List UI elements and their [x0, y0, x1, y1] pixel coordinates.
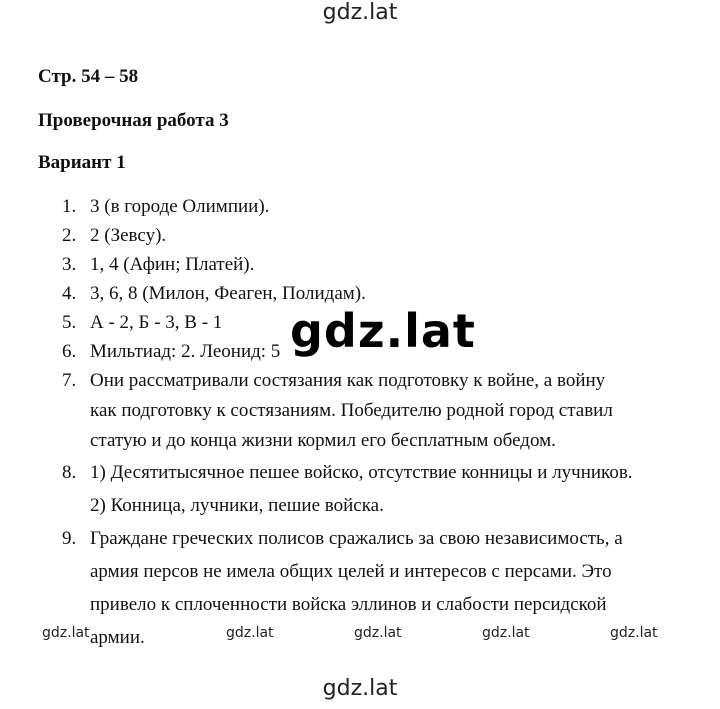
answer-text: 3 (в городе Олимпии).	[90, 196, 270, 217]
answer-text-line: Граждане греческих полисов сражались за свою независимость, а	[90, 528, 623, 549]
answer-text-line: Они рассматривали состязания как подготовку к войне, а войну	[90, 370, 606, 391]
answer-text: 3, 6, 8 (Милон, Феаген, Полидам).	[90, 283, 366, 304]
answer-number: 3.	[62, 254, 77, 275]
answer-number: 2.	[62, 225, 77, 246]
answer-item-8	[62, 456, 702, 522]
answer-item-3	[62, 250, 702, 279]
watermark-row-5: gdz.lat	[610, 625, 658, 641]
watermark-row-4: gdz.lat	[482, 625, 530, 641]
answer-number: 8.	[62, 462, 77, 483]
watermark-bottom: gdz.lat	[322, 676, 398, 701]
answer-number: 6.	[62, 341, 77, 362]
watermark-row-2: gdz.lat	[226, 625, 274, 641]
answer-text-line: 2) Конница, лучники, пешие войска.	[90, 495, 384, 516]
answer-number: 4.	[62, 283, 77, 304]
answer-text-line: армия персов не имела общих целей и интересов с персами. Это	[90, 561, 612, 582]
watermark-row-3: gdz.lat	[354, 625, 402, 641]
answer-number: 7.	[62, 370, 77, 391]
answer-item-2	[62, 221, 702, 250]
answer-list	[62, 192, 702, 654]
answer-text: Мильтиад: 2. Леонид: 5	[90, 341, 281, 362]
watermark-center: gdz.lat	[290, 304, 476, 358]
answer-text-line: как подготовку к состязаниям. Победителю родной город ставил	[90, 400, 613, 421]
answer-number: 5.	[62, 312, 77, 333]
variant-title: Вариант 1	[38, 152, 126, 173]
answer-item-7	[62, 366, 702, 456]
answer-item-1	[62, 192, 702, 221]
watermark-row-1: gdz.lat	[42, 625, 90, 641]
answer-text: А - 2, Б - 3, В - 1	[90, 312, 223, 333]
answer-text: 2 (Зевсу).	[90, 225, 167, 246]
answer-number: 1.	[62, 196, 77, 217]
answer-text-line: привело к сплоченности войска эллинов и слабости персидской	[90, 594, 607, 615]
answer-text-line: 1) Десятитысячное пешее войско, отсутствие конницы и лучников.	[90, 462, 633, 483]
answer-text-line: армии.	[90, 627, 145, 648]
page-reference: Стр. 54 – 58	[38, 66, 139, 87]
work-title: Проверочная работа 3	[38, 110, 229, 131]
answer-text-line: статую и до конца жизни кормил его бесплатным обедом.	[90, 430, 556, 451]
answer-text: 1, 4 (Афин; Платей).	[90, 254, 255, 275]
watermark-top: gdz.lat	[322, 0, 398, 25]
answer-number: 9.	[62, 528, 77, 549]
